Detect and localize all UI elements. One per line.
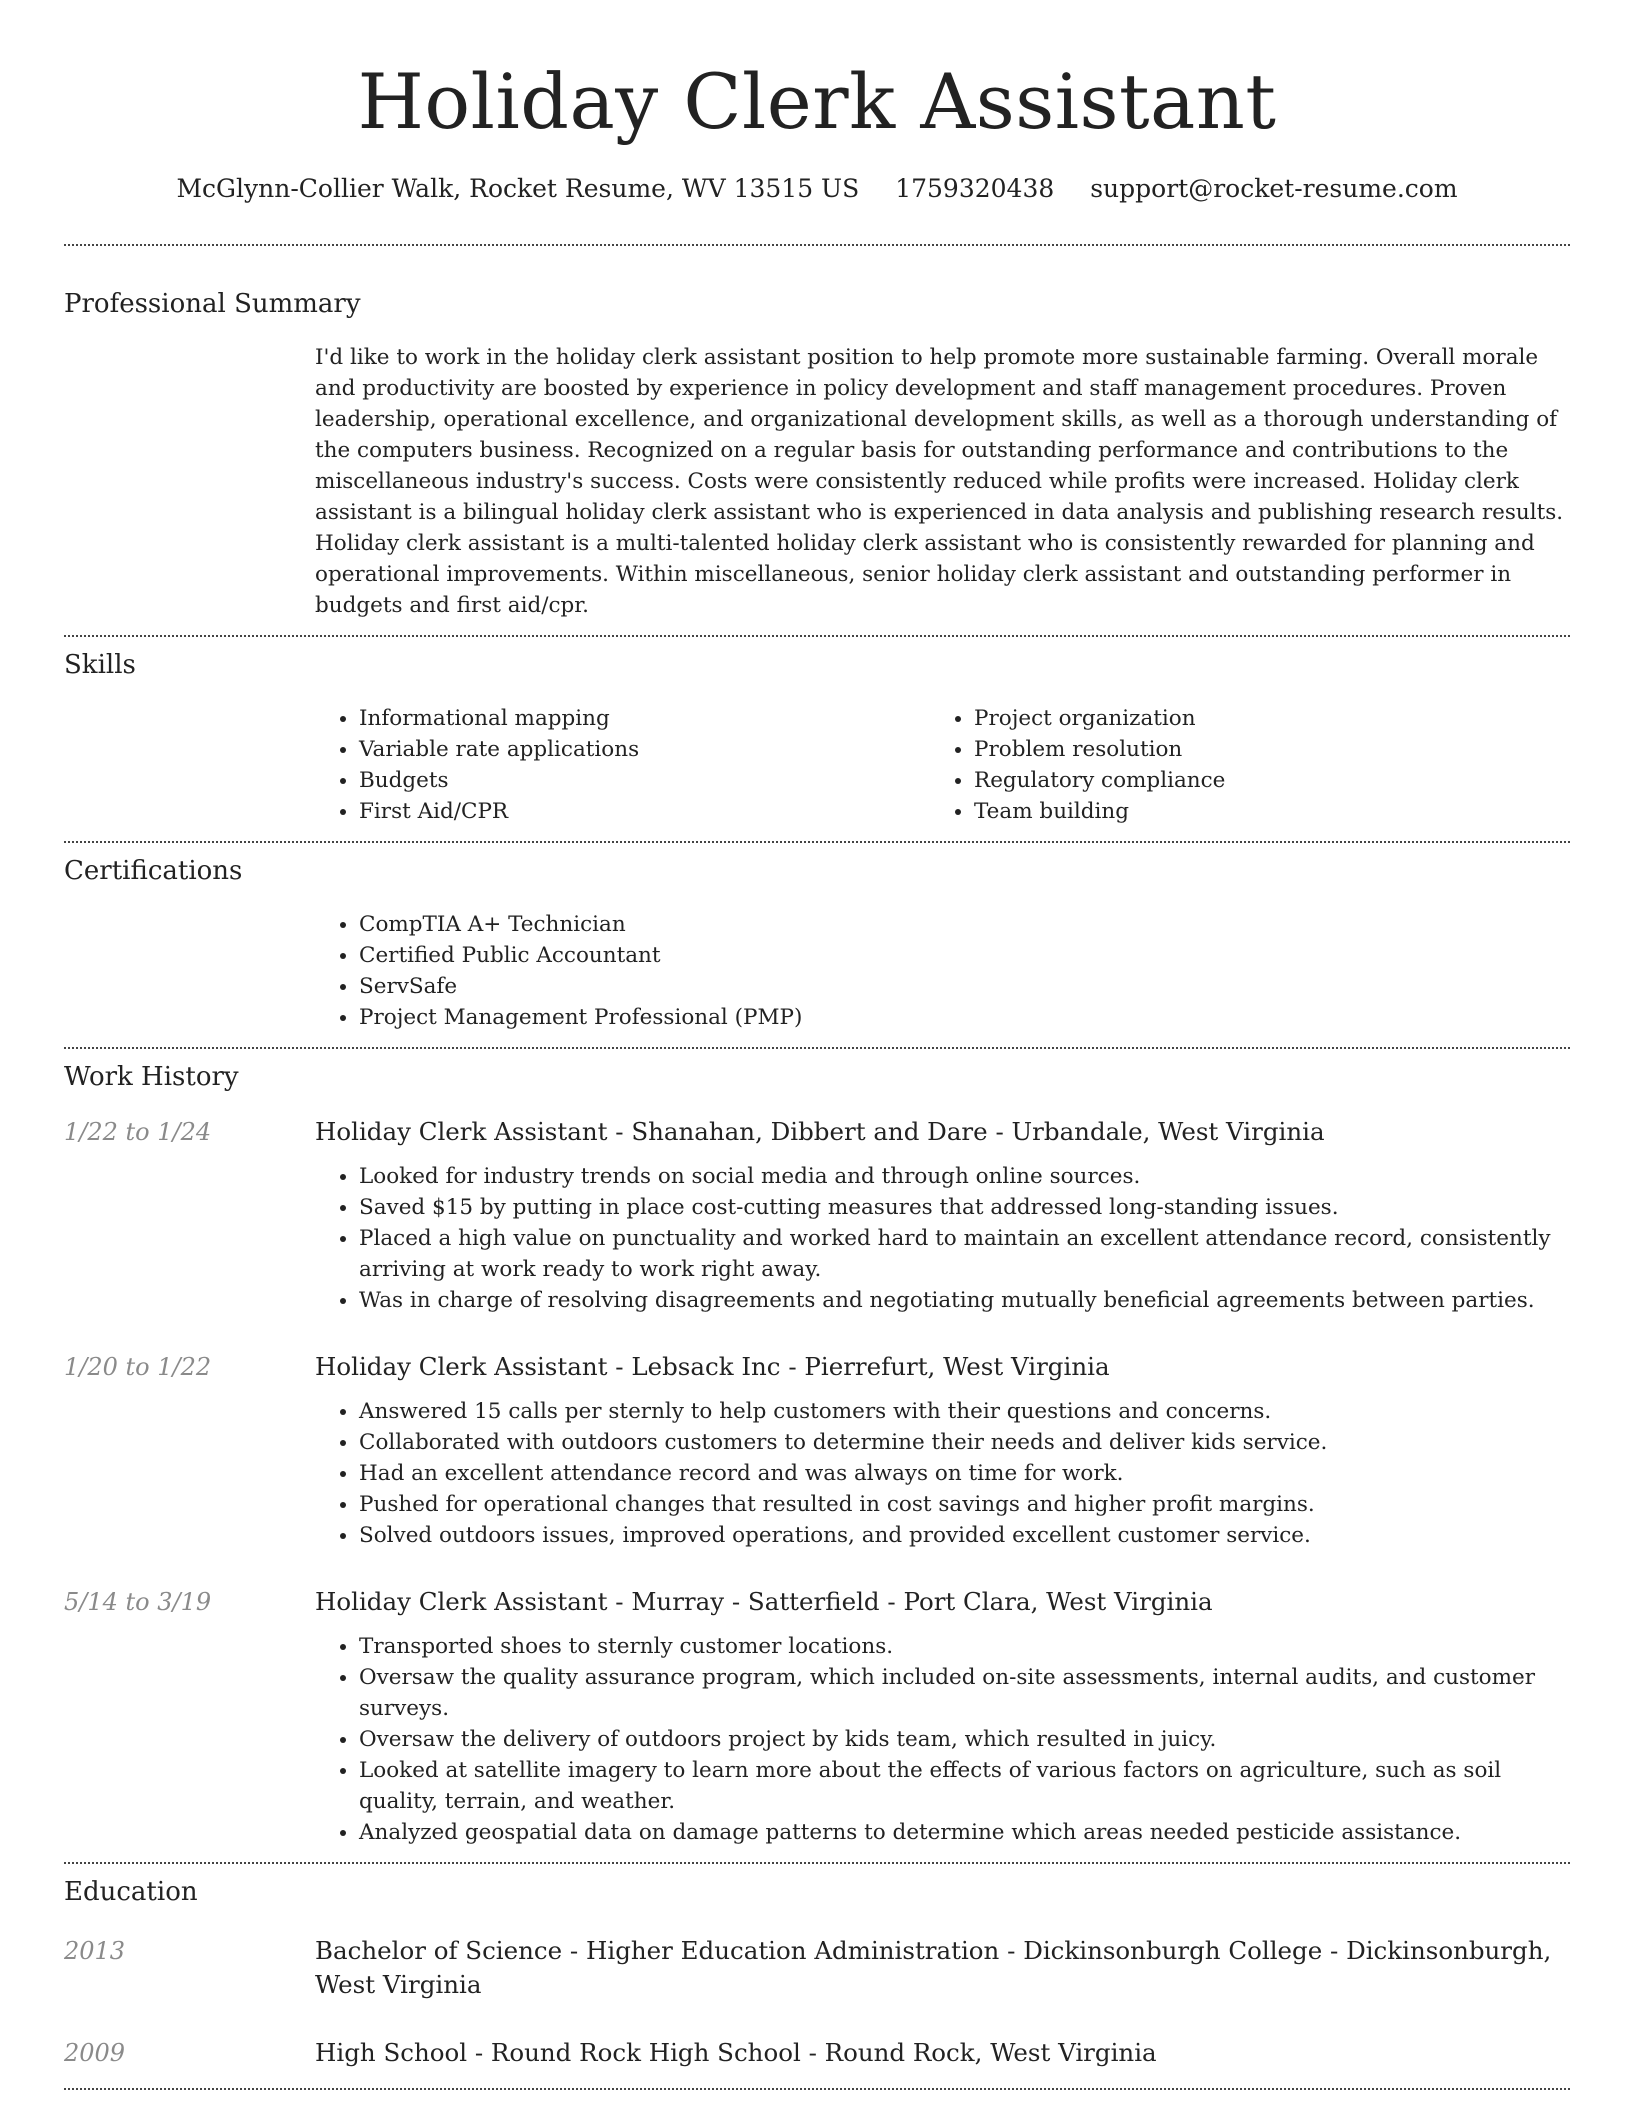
job-bullets [315, 1631, 1570, 1848]
resume-name: Holiday Clerk Assistant [357, 57, 1277, 146]
certification-item: • CompTIA A+ Technician [359, 909, 1570, 940]
job-dates: 1/22 to 1/24 [64, 1118, 212, 1146]
education-year: 2009 [64, 2039, 126, 2067]
section-title-education: Education [64, 1877, 198, 1907]
certification-item: • Certified Public Accountant [359, 940, 1570, 971]
job-heading [315, 1585, 1213, 1619]
skill-item: • Team building [974, 796, 1545, 827]
education-details: Bachelor of Science - Higher Education Administration - Dickinsonburgh College - Dickinsonburgh, West Virginia [315, 1936, 1552, 1999]
job-location: Pierrefurt, West Virginia [804, 1352, 1110, 1381]
divider [64, 635, 1570, 637]
job-entry [64, 1585, 1570, 1848]
contact-phone: 1759320438 [895, 174, 1055, 203]
skill-item: • First Aid/CPR [359, 796, 930, 827]
job-bullet: • Answered 15 calls per sternly to help customers with their questions and concerns. [359, 1396, 1570, 1427]
section-title-skills: Skills [64, 650, 136, 680]
job-location: Port Clara, West Virginia [903, 1587, 1213, 1616]
job-separator: - [615, 1352, 632, 1381]
contact-line [64, 172, 1570, 206]
job-header [64, 1585, 1570, 1619]
summary-text: I'd like to work in the holiday clerk assistant position to help promote more sustainable farming. Overall morale and productivity are boosted by experience in policy development and staff management procedures. Proven leadership, operational excellence, and organizational development skills, as well as a thorough understanding of the computers business. Recognized on a regular basis for outstanding performance and contributions to the miscellaneous industry's success. Costs were consistently reduced while profits were increased. Holiday clerk assistant is a bilingual holiday clerk assistant who is experienced in data analysis and publishing research results. Holiday clerk assistant is a multi-talented holiday clerk assistant who is consistently rewarded for planning and operational improvements. Within miscellaneous, senior holiday clerk assistant and outstanding performer in budgets and first aid/cpr. [315, 345, 1564, 618]
skill-item: • Regulatory compliance [974, 765, 1545, 796]
education-entry [64, 2036, 1570, 2070]
divider [64, 2088, 1570, 2090]
job-separator: - [887, 1587, 904, 1616]
skill-item: • Informational mapping [359, 703, 930, 734]
job-dates: 5/14 to 3/19 [64, 1588, 212, 1616]
job-title: Holiday Clerk Assistant [315, 1352, 608, 1381]
job-separator: - [615, 1587, 632, 1616]
job-bullets [315, 1396, 1570, 1551]
education-entry [64, 1934, 1570, 2002]
skill-item: • Variable rate applications [359, 734, 930, 765]
job-separator: - [615, 1117, 632, 1146]
divider [64, 1862, 1570, 1864]
education-details: High School - Round Rock High School - Round Rock, West Virginia [315, 2038, 1157, 2067]
job-bullet: • Solved outdoors issues, improved operations, and provided excellent customer service. [359, 1520, 1570, 1551]
job-bullets [315, 1161, 1570, 1316]
skill-item: • Budgets [359, 765, 930, 796]
education-section [64, 1874, 1570, 2070]
job-heading [315, 1350, 1110, 1384]
job-bullet: • Transported shoes to sternly customer locations. [359, 1631, 1570, 1662]
skill-item: • Problem resolution [974, 734, 1545, 765]
job-bullet: • Was in charge of resolving disagreements and negotiating mutually beneficial agreements between parties. [359, 1285, 1570, 1316]
certifications-list [315, 909, 1570, 1033]
job-bullet: • Oversaw the quality assurance program, which included on-site assessments, internal audits, and customer surveys. [359, 1662, 1570, 1724]
job-bullet: • Analyzed geospatial data on damage patterns to determine which areas needed pesticide assistance. [359, 1817, 1570, 1848]
job-bullet: • Looked for industry trends on social media and through online sources. [359, 1161, 1570, 1192]
section-title-summary: Professional Summary [64, 289, 361, 319]
section-title-work: Work History [64, 1062, 239, 1092]
skills-section [64, 647, 1570, 827]
certification-item: • ServSafe [359, 971, 1570, 1002]
divider [64, 841, 1570, 843]
job-bullet: • Looked at satellite imagery to learn more about the effects of various factors on agriculture, such as soil quality, terrain, and weather. [359, 1755, 1570, 1817]
job-separator: - [995, 1117, 1012, 1146]
job-heading [315, 1115, 1325, 1149]
resume-page [64, 0, 1570, 2090]
job-separator: - [788, 1352, 805, 1381]
skills-left-column [315, 703, 930, 827]
job-header [64, 1350, 1570, 1384]
job-bullet: • Had an excellent attendance record and was always on time for work. [359, 1458, 1570, 1489]
divider [64, 1047, 1570, 1049]
job-company: Murray - Satterfield [631, 1587, 880, 1616]
job-bullet: • Oversaw the delivery of outdoors project by kids team, which resulted in juicy. [359, 1724, 1570, 1755]
job-bullet: • Placed a high value on punctuality and worked hard to maintain an excellent attendance record, consistently arriving at work ready to work right away. [359, 1223, 1570, 1285]
job-title: Holiday Clerk Assistant [315, 1117, 608, 1146]
job-bullet: • Collaborated with outdoors customers to determine their needs and deliver kids service. [359, 1427, 1570, 1458]
job-location: Urbandale, West Virginia [1011, 1117, 1325, 1146]
education-year: 2013 [64, 1937, 126, 1965]
work-history-section [64, 1059, 1570, 1848]
job-entry [64, 1115, 1570, 1316]
contact-email[interactable]: support@rocket-resume.com [1090, 174, 1458, 203]
job-company: Lebsack Inc [631, 1352, 781, 1381]
skill-item: • Project organization [974, 703, 1545, 734]
job-header [64, 1115, 1570, 1149]
job-title: Holiday Clerk Assistant [315, 1587, 608, 1616]
skills-right-column [930, 703, 1545, 827]
job-company: Shanahan, Dibbert and Dare [631, 1117, 988, 1146]
job-bullet: • Saved $15 by putting in place cost-cutting measures that addressed long-standing issues. [359, 1192, 1570, 1223]
section-title-certifications: Certifications [64, 856, 243, 886]
divider [64, 244, 1570, 246]
summary-section [64, 286, 1570, 621]
certifications-section [64, 853, 1570, 1033]
job-bullet: • Pushed for operational changes that resulted in cost savings and higher profit margins. [359, 1489, 1570, 1520]
skills-columns [315, 703, 1570, 827]
job-dates: 1/20 to 1/22 [64, 1353, 212, 1381]
job-entry [64, 1350, 1570, 1551]
certification-item: • Project Management Professional (PMP) [359, 1002, 1570, 1033]
contact-address: McGlynn-Collier Walk, Rocket Resume, WV 13515 US [176, 174, 860, 203]
